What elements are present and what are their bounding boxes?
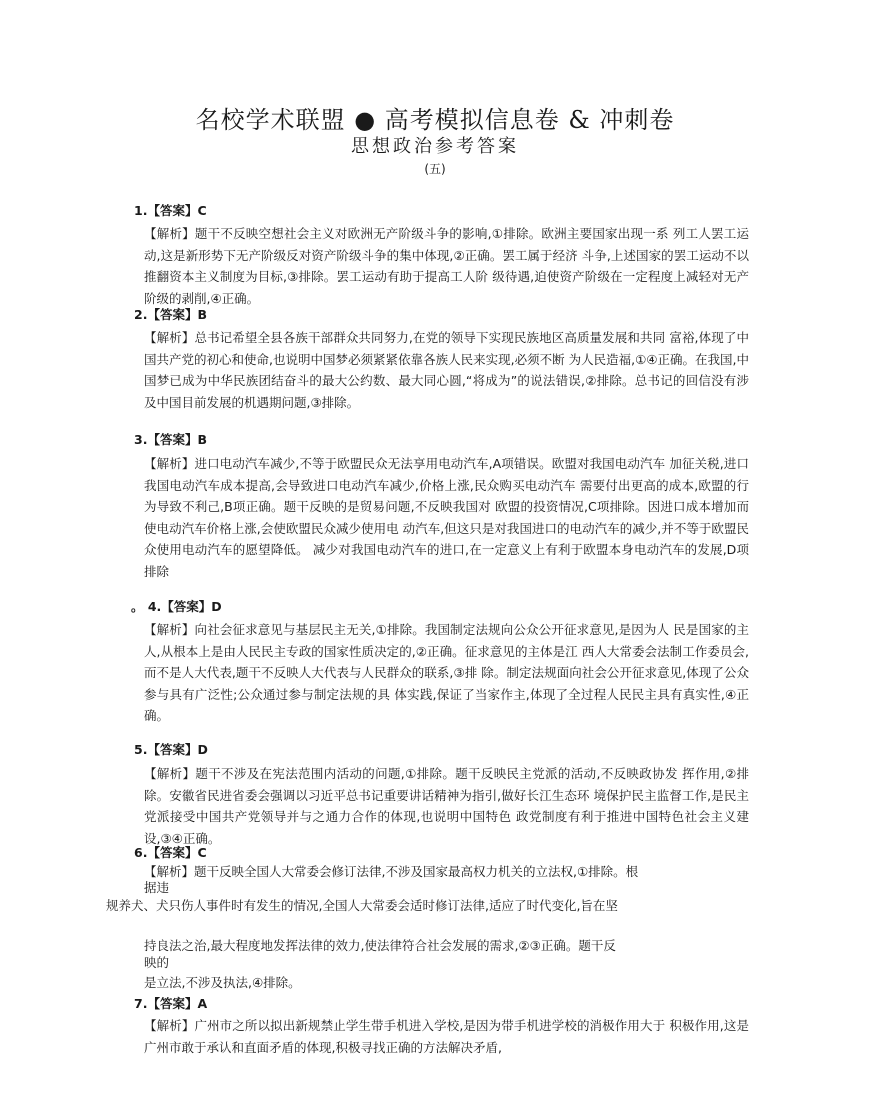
question-6-analysis-line-6: 是立法,不涉及执法,④排除。 bbox=[144, 975, 301, 990]
volume-number: (五) bbox=[424, 162, 446, 176]
question-6-analysis-line-5: 映的 bbox=[144, 955, 170, 970]
question-6-analysis-line-2: 据违 bbox=[144, 880, 170, 895]
question-1-answer: 1.【答案】C bbox=[134, 203, 207, 218]
question-5-answer: 5.【答案】D bbox=[134, 742, 208, 757]
question-3-analysis: 【解析】进口电动汽车减少,不等于欧盟民众无法享用电动汽车,A项错误。欧盟对我国电动汽车 加征关税,进口我国电动汽车成本提高,会导致进口电动汽车减少,价格上涨,民众购买电动汽车 需要付出更高的成本,欧盟的行为导致不利己,B项正确。题干反映的是贸易问题,不反映我国对 欧盟的投资情况,C项排除。因进口成本增加而使电动汽车价格上涨,会使欧盟民众减少使用电 动汽车,但这只是对我国进口的电动汽车的减少,并不等于欧盟民众使用电动汽车的愿望降低。 减少对我国电动汽车的进口,在一定意义上有利于欧盟本身电动汽车的发展,D项排除 bbox=[144, 456, 749, 579]
question-3-answer: 3.【答案】B bbox=[134, 432, 207, 447]
question-6-answer: 6.【答案】C bbox=[134, 845, 207, 860]
question-6-analysis-line-4: 持良法之治,最大程度地发挥法律的效力,使法律符合社会发展的需求,②③正确。题干反 bbox=[144, 938, 616, 953]
question-2-answer: 2.【答案】B bbox=[134, 307, 207, 322]
page-subtitle: 思想政治参考答案 bbox=[351, 136, 519, 157]
question-4-analysis: 【解析】向社会征求意见与基层民主无关,①排除。我国制定法规向公众公开征求意见,是因为人 民是国家的主人,从根本上是由人民民主专政的国家性质决定的,②正确。征求意见的主体是江 西人大常委会法制工作委员会,而不是人大代表,题干不反映人大代表与人民群众的联系,③排 除。制定法规面向社会公开征求意见,体现了公众参与具有广泛性;公众通过参与制定法规的具 体实践,保证了当家作主,体现了全过程人民民主具有真实性,④正确。 bbox=[144, 622, 749, 723]
question-6-analysis-line-1: 【解析】题干反映全国人大常委会修订法律,不涉及国家最高权力机关的立法权,①排除。根 bbox=[144, 864, 639, 879]
question-7-analysis: 【解析】广州市之所以拟出新规禁止学生带手机进入学校,是因为带手机进学校的消极作用大于 积极作用,这是广州市敢于承认和直面矛盾的体现,积极寻找正确的方法解决矛盾, bbox=[144, 1018, 749, 1055]
question-1-analysis: 【解析】题干不反映空想社会主义对欧洲无产阶级斗争的影响,①排除。欧洲主要国家出现一系 列工人罢工运动,这是新形势下无产阶级反对资产阶级斗争的集中体现,②正确。罢工属于经济 斗争,上述国家的罢工运动不以推翻资本主义制度为目标,③排除。罢工运动有助于提高工人阶 级待遇,迫使资产阶级在一定程度上减轻对无产阶级的剥削,④正确。 bbox=[144, 226, 749, 306]
question-7-answer: 7.【答案】A bbox=[134, 996, 208, 1011]
question-5-analysis: 【解析】题干不涉及在宪法范围内活动的问题,①排除。题干反映民主党派的活动,不反映政协发 挥作用,②排除。安徽省民进省委会强调以习近平总书记重要讲话精神为指引,做好长江生态环 境保护民主监督工作,是民主党派接受中国共产党领导并与之通力合作的体现,也说明中国特色 政党制度有利于推进中国特色社会主义建设,③④正确。 bbox=[144, 766, 749, 846]
question-4-answer: 。 4.【答案】D bbox=[131, 599, 222, 614]
question-2-analysis: 【解析】总书记希望全县各族干部群众共同努力,在党的领导下实现民族地区高质量发展和共同 富裕,体现了中国共产党的初心和使命,也说明中国梦必须紧紧依靠各族人民来实现,必须不断 为人民造福,①④正确。在我国,中国梦已成为中华民族团结奋斗的最大公约数、最大同心圆,“将成为”的说法错误,②排除。总书记的回信没有涉及中国目前发展的机遇期问题,③排除。 bbox=[144, 330, 749, 410]
question-6-analysis-line-3: 规养犬、犬只伤人事件时有发生的情况,全国人大常委会适时修订法律,适应了时代变化,旨在坚 bbox=[106, 898, 618, 913]
page-title: 名校学术联盟 ● 高考模拟信息卷 & 冲刺卷 bbox=[195, 106, 675, 134]
